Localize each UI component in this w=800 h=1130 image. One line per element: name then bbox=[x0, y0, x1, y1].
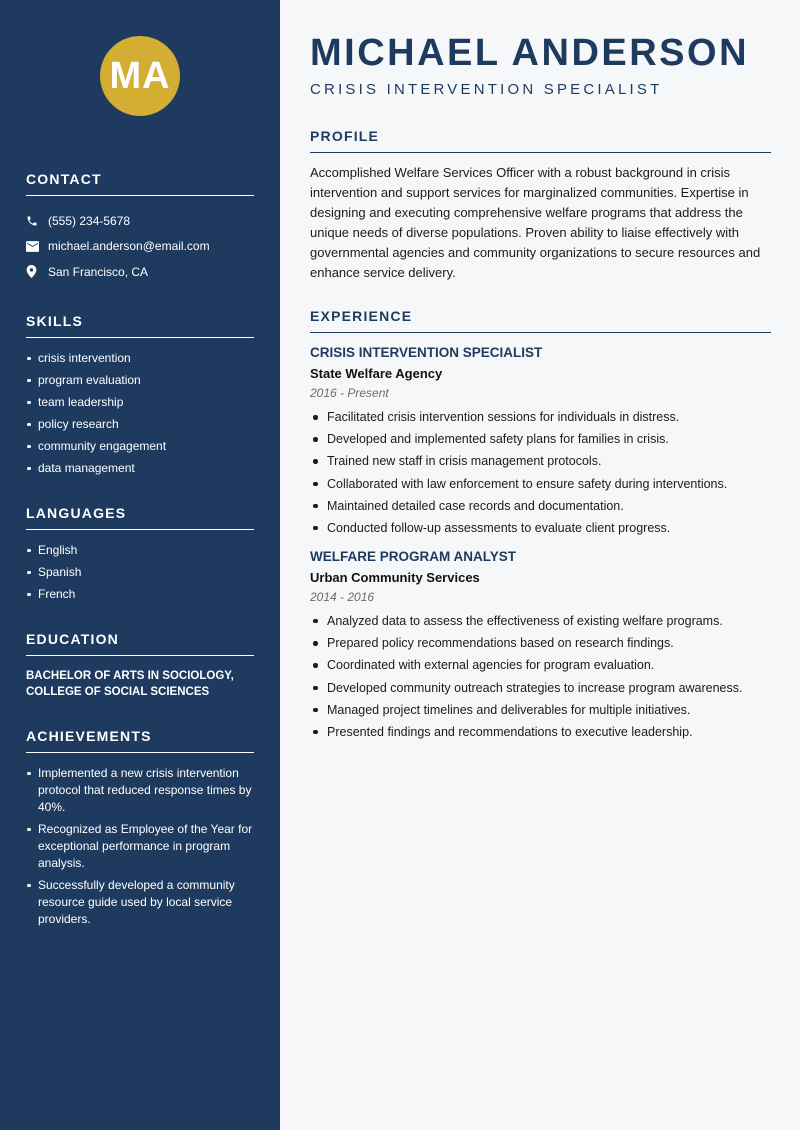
job-bullet: Developed community outreach strategies to increase program awareness. bbox=[310, 680, 771, 697]
job-bullets bbox=[310, 409, 771, 537]
job-bullet: Conducted follow-up assessments to evaluate client progress. bbox=[310, 520, 771, 537]
contact-section bbox=[26, 171, 254, 285]
language-item: French bbox=[26, 586, 254, 603]
education-heading: EDUCATION bbox=[26, 631, 254, 656]
main-content bbox=[280, 0, 800, 1130]
job-bullets bbox=[310, 613, 771, 741]
phone-icon bbox=[26, 215, 48, 227]
location-text: San Francisco, CA bbox=[48, 264, 149, 279]
skills-list bbox=[26, 350, 254, 477]
contact-phone bbox=[26, 208, 254, 234]
job-bullet: Collaborated with law enforcement to ensure safety during interventions. bbox=[310, 476, 771, 493]
skill-item: program evaluation bbox=[26, 372, 254, 389]
experience-heading: EXPERIENCE bbox=[310, 308, 771, 333]
job-dates: 2016 - Present bbox=[310, 386, 389, 400]
email-icon bbox=[26, 241, 48, 252]
job-bullet: Developed and implemented safety plans for families in crisis. bbox=[310, 431, 771, 448]
job-bullet: Facilitated crisis intervention sessions for individuals in distress. bbox=[310, 409, 771, 426]
job-entry bbox=[310, 549, 771, 741]
skill-item: policy research bbox=[26, 416, 254, 433]
skill-item: data management bbox=[26, 460, 254, 477]
job-company: Urban Community Services bbox=[310, 569, 480, 585]
languages-heading: LANGUAGES bbox=[26, 505, 254, 530]
job-bullet: Managed project timelines and deliverables for multiple initiatives. bbox=[310, 702, 771, 719]
achievements-list bbox=[26, 765, 254, 928]
profile-section bbox=[310, 128, 771, 283]
job-dates: 2014 - 2016 bbox=[310, 589, 375, 604]
job-bullet: Prepared policy recommendations based on research findings. bbox=[310, 635, 771, 652]
email-text: michael.anderson@email.com bbox=[48, 239, 210, 254]
contact-location bbox=[26, 259, 254, 285]
achievement-item: Recognized as Employee of the Year for exceptional performance in program analysis. bbox=[26, 821, 254, 872]
person-name: MICHAEL ANDERSON bbox=[310, 32, 750, 74]
skills-heading: SKILLS bbox=[26, 313, 254, 338]
education-degree: BACHELOR OF ARTS IN SOCIOLOGY, COLLEGE OF SOCIAL SCIENCES bbox=[26, 669, 234, 698]
job-title: CRISIS INTERVENTION SPECIALIST bbox=[310, 345, 543, 360]
languages-list bbox=[26, 542, 254, 603]
job-bullet: Maintained detailed case records and documentation. bbox=[310, 498, 771, 515]
profile-heading: PROFILE bbox=[310, 128, 771, 153]
phone-text: (555) 234-5678 bbox=[48, 213, 131, 228]
achievements-heading: ACHIEVEMENTS bbox=[26, 728, 254, 753]
skill-item: community engagement bbox=[26, 438, 254, 455]
job-bullet: Trained new staff in crisis management protocols. bbox=[310, 453, 771, 470]
job-entry bbox=[310, 345, 771, 537]
contact-email bbox=[26, 234, 254, 260]
job-bullet: Presented findings and recommendations to executive leadership. bbox=[310, 724, 771, 741]
achievement-item: Successfully developed a community resource guide used by local service providers. bbox=[26, 877, 254, 928]
sidebar bbox=[0, 0, 280, 1130]
avatar: MA bbox=[100, 36, 180, 116]
experience-section bbox=[310, 308, 771, 741]
location-pin-icon bbox=[26, 265, 48, 278]
contact-heading: CONTACT bbox=[26, 171, 254, 196]
job-title: WELFARE PROGRAM ANALYST bbox=[310, 548, 517, 564]
skills-section bbox=[26, 313, 254, 477]
profile-text: Accomplished Welfare Services Officer with a robust background in crisis intervention and support services for marginalized communities. Expertise in designing and executing comprehensive welfare programs that address the unique needs of diverse populations. Proven ability to liaise effectively with governmental agencies and community organizations to secure resources and enhance service delivery. bbox=[310, 165, 761, 280]
job-bullet: Analyzed data to assess the effectiveness of existing welfare programs. bbox=[310, 613, 771, 630]
education-section bbox=[26, 631, 254, 700]
skill-item: team leadership bbox=[26, 394, 254, 411]
language-item: Spanish bbox=[26, 564, 254, 581]
language-item: English bbox=[26, 542, 254, 559]
achievement-item: Implemented a new crisis intervention protocol that reduced response times by 40%. bbox=[26, 765, 254, 816]
job-company: State Welfare Agency bbox=[310, 366, 443, 381]
skill-item: crisis intervention bbox=[26, 350, 254, 367]
person-title: CRISIS INTERVENTION SPECIALIST bbox=[310, 81, 663, 98]
job-bullet: Coordinated with external agencies for program evaluation. bbox=[310, 657, 771, 674]
languages-section bbox=[26, 505, 254, 603]
achievements-section bbox=[26, 728, 254, 928]
